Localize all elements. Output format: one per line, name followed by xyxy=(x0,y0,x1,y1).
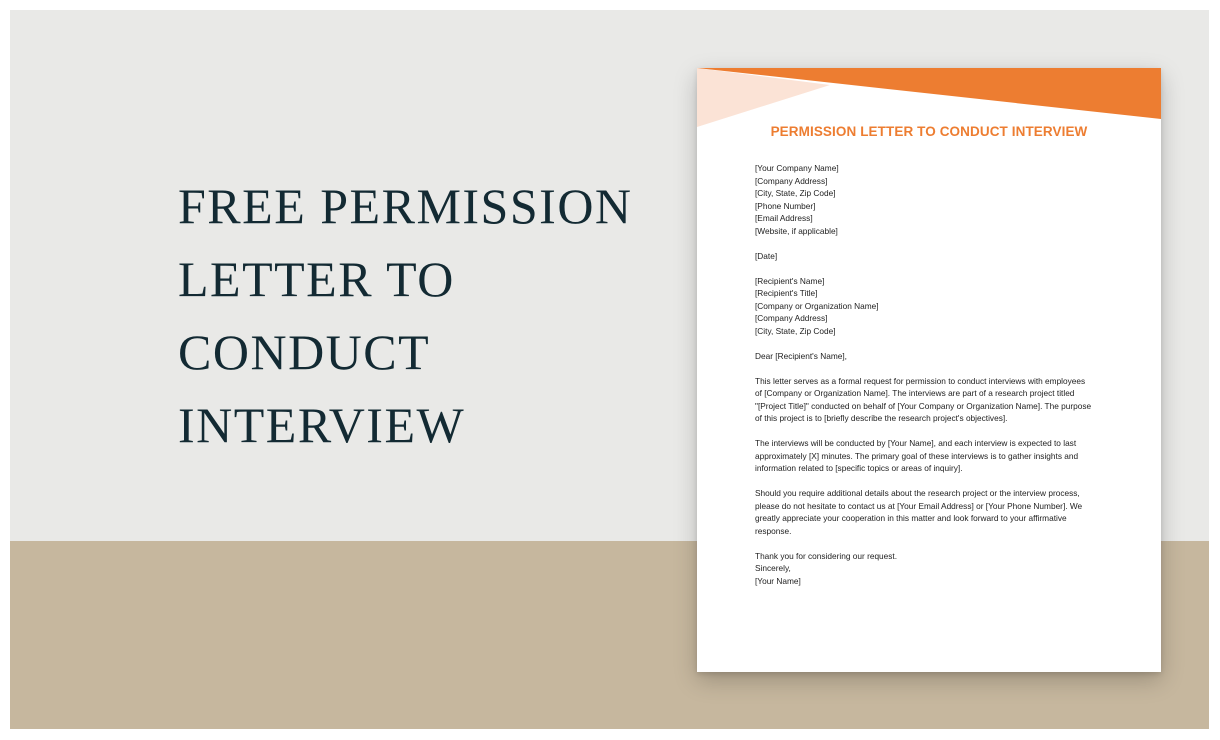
hero-title xyxy=(178,170,633,462)
letter-preview xyxy=(697,68,1161,672)
paragraph-line: This letter serves as a formal request for permission to conduct interviews with employees xyxy=(755,375,1086,386)
document-body xyxy=(755,162,1125,587)
paragraph-line: of [Company or Organization Name]. The interviews are part of a research project titled xyxy=(755,388,1075,398)
sender-block xyxy=(755,162,1125,237)
hero-title-line: LETTER TO xyxy=(178,251,455,307)
hero-title-line: FREE PERMISSION xyxy=(178,178,633,234)
paragraph-line: information related to [specific topics or areas of inquiry]. xyxy=(755,463,963,473)
document-title: PERMISSION LETTER TO CONDUCT INTERVIEW xyxy=(770,124,1088,139)
paragraph-line: Should you require additional details about the research project or the interview process, xyxy=(755,488,1080,498)
sender-line: [Your Company Name] xyxy=(755,163,839,173)
sender-line: [Company Address] xyxy=(755,175,828,186)
closing-line: Sincerely, xyxy=(755,563,791,573)
paragraph-line: The interviews will be conducted by [Your Name], and each interview is expected to last xyxy=(755,438,1077,448)
paragraph-line: approximately [X] minutes. The primary goal of these interviews is to gather insights and xyxy=(755,450,1079,461)
paragraph-line: of this project is to [briefly describe the research project's objectives]. xyxy=(755,413,1008,423)
date-line: [Date] xyxy=(755,250,778,261)
signature-name: [Your Name] xyxy=(755,575,801,586)
sender-line: [Email Address] xyxy=(755,213,813,223)
closing-line: Thank you for considering our request. xyxy=(755,550,898,561)
paragraph-line: please do not hesitate to contact us at [Your Email Address] or [Your Phone Number]. We xyxy=(755,500,1083,511)
banner-frame xyxy=(10,10,1209,729)
salutation: Dear [Recipient's Name], xyxy=(755,350,847,361)
sender-line: [City, State, Zip Code] xyxy=(755,188,836,198)
sender-line: [Website, if applicable] xyxy=(755,225,838,236)
paragraph-line: response. xyxy=(755,525,792,536)
recipient-line: [Company or Organization Name] xyxy=(755,300,879,311)
recipient-line: [Recipient's Name] xyxy=(755,275,825,286)
paragraph-contact xyxy=(755,487,1125,537)
recipient-line: [Company Address] xyxy=(755,313,828,323)
recipient-block xyxy=(755,275,1125,338)
sender-line: [Phone Number] xyxy=(755,200,816,211)
closing-block xyxy=(755,550,1125,588)
recipient-line: [Recipient's Title] xyxy=(755,288,818,298)
recipient-line: [City, State, Zip Code] xyxy=(755,325,836,336)
paragraph-line: greatly appreciate your cooperation in this matter and look forward to your affirmative xyxy=(755,513,1067,523)
paragraph-request xyxy=(755,375,1125,425)
hero-title-line: INTERVIEW xyxy=(178,397,466,453)
hero-title-line: CONDUCT xyxy=(178,324,431,380)
paragraph-details xyxy=(755,437,1125,475)
paragraph-line: "[Project Title]" conducted on behalf of [Your Company or Organization Name]. The purpose xyxy=(755,400,1092,411)
